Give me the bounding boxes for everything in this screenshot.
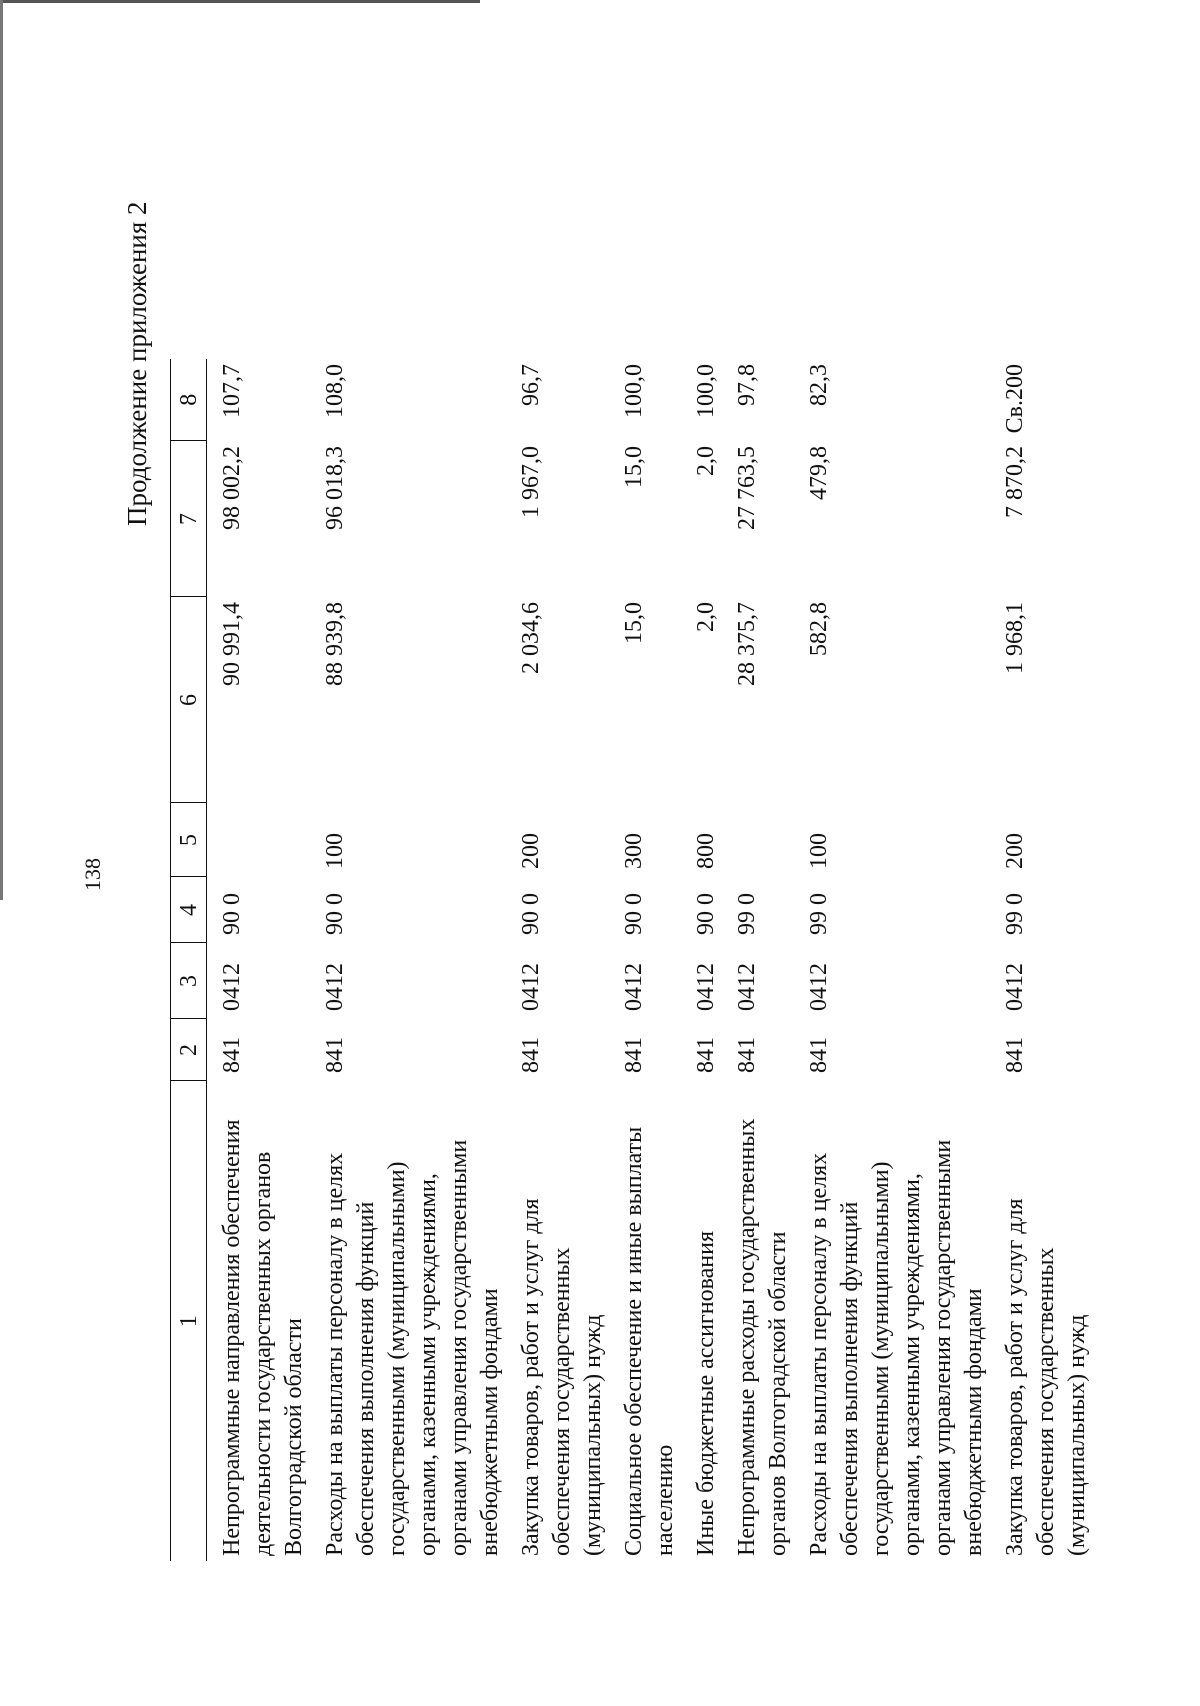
value-7-cell: 479,8 (806, 446, 832, 500)
row-name-cell: Закупка товаров, работ и услуг для обеспечения государственных (муниципальных) нужд (1002, 1198, 1090, 1556)
header-row (171, 359, 207, 1561)
value-8-cell: 96,7 (518, 364, 544, 406)
col-header-7: 7 (171, 441, 207, 597)
table-row (506, 359, 609, 1561)
code-2-cell: 841 (1002, 1037, 1028, 1073)
code-2-cell: 841 (219, 1037, 245, 1073)
code-2-cell: 841 (734, 1037, 760, 1073)
code-4-cell: 99 0 (734, 893, 760, 935)
code-5-cell: 800 (693, 833, 719, 869)
budget-table (170, 359, 1093, 1561)
value-8-cell: Св.200 (1002, 364, 1028, 434)
code-3-cell: 0412 (806, 963, 832, 1011)
value-7-cell: 1 967,0 (518, 446, 544, 518)
table-row (722, 359, 794, 1561)
code-5-cell (722, 803, 794, 877)
value-7-cell: 27 763,5 (734, 446, 760, 530)
code-3-cell: 0412 (1002, 963, 1028, 1011)
col-header-1: 1 (171, 1081, 207, 1561)
code-3-cell: 0412 (518, 963, 544, 1011)
value-8-cell: 108,0 (322, 364, 348, 418)
code-5-cell: 300 (621, 833, 647, 869)
code-4-cell: 99 0 (1002, 893, 1028, 935)
value-6-cell: 88 939,8 (322, 602, 348, 686)
row-name-cell: Иные бюджетные ассигнования (693, 1231, 719, 1556)
row-name-cell: Расходы на выплаты персоналу в целях обеспечения выполнения функций государственными (муниципальными) органами, казенными учреждениями, органами управления государственными внебюджетными фондами (322, 1139, 503, 1556)
col-header-6: 6 (171, 597, 207, 803)
table-row (609, 359, 681, 1561)
value-7-cell: 7 870,2 (1002, 446, 1028, 518)
continuation-label: Продолжение приложения 2 (122, 201, 152, 526)
code-4-cell: 90 0 (693, 893, 719, 935)
value-8-cell: 107,7 (219, 364, 245, 418)
table-row (990, 359, 1093, 1561)
code-2-cell: 841 (518, 1037, 544, 1073)
code-3-cell: 0412 (734, 963, 760, 1011)
value-7-cell: 2,0 (693, 446, 719, 476)
value-6-cell: 15,0 (621, 602, 647, 644)
value-6-cell: 28 375,7 (734, 602, 760, 686)
row-name-cell: Социальное обеспечение и иные выплаты населению (621, 1126, 678, 1556)
row-name-cell: Расходы на выплаты персоналу в целях обеспечения выполнения функций государственными (муниципальными) органами, казенными учреждениями, органами управления государственными внебюджетными фондами (806, 1139, 987, 1556)
code-5-cell: 200 (1002, 833, 1028, 869)
code-3-cell: 0412 (322, 963, 348, 1011)
code-5-cell (207, 803, 311, 877)
code-5-cell: 100 (806, 833, 832, 869)
table-row (681, 359, 722, 1561)
value-6-cell: 582,8 (806, 602, 832, 656)
code-3-cell: 0412 (621, 963, 647, 1011)
code-4-cell: 90 0 (518, 893, 544, 935)
col-header-3: 3 (171, 943, 207, 1019)
value-7-cell: 98 002,2 (219, 446, 245, 530)
value-6-cell: 2 034,6 (518, 602, 544, 674)
code-3-cell: 0412 (693, 963, 719, 1011)
row-name-cell: Закупка товаров, работ и услуг для обеспечения государственных (муниципальных) нужд (518, 1198, 606, 1556)
col-header-4: 4 (171, 877, 207, 943)
table-body (207, 359, 1094, 1561)
code-2-cell: 841 (621, 1037, 647, 1073)
value-7-cell: 15,0 (621, 446, 647, 488)
code-4-cell: 90 0 (219, 893, 245, 935)
code-5-cell: 100 (322, 833, 348, 869)
value-8-cell: 100,0 (621, 364, 647, 418)
value-6-cell: 2,0 (693, 602, 719, 632)
value-8-cell: 82,3 (806, 364, 832, 406)
code-4-cell: 90 0 (621, 893, 647, 935)
code-5-cell: 200 (518, 833, 544, 869)
value-8-cell: 97,8 (734, 364, 760, 406)
row-name-cell: Непрограммные расходы государственных органов Волгоградской области (734, 1118, 791, 1556)
row-name-cell: Непрограммные направления обеспечения деятельности государственных органов Волгоградской области (219, 1119, 307, 1556)
value-6-cell: 1 968,1 (1002, 602, 1028, 674)
col-header-2: 2 (171, 1019, 207, 1081)
page-number: 138 (80, 858, 105, 891)
code-2-cell: 841 (322, 1037, 348, 1073)
table-row (794, 359, 990, 1561)
code-4-cell: 90 0 (322, 893, 348, 935)
col-header-8: 8 (171, 359, 207, 441)
value-8-cell: 100,0 (693, 364, 719, 418)
table-row (310, 359, 506, 1561)
col-header-5: 5 (171, 803, 207, 877)
table-row (207, 359, 311, 1561)
value-6-cell: 90 991,4 (219, 602, 245, 686)
code-3-cell: 0412 (219, 963, 245, 1011)
code-2-cell: 841 (693, 1037, 719, 1073)
value-7-cell: 96 018,3 (322, 446, 348, 530)
code-4-cell: 99 0 (806, 893, 832, 935)
code-2-cell: 841 (806, 1037, 832, 1073)
